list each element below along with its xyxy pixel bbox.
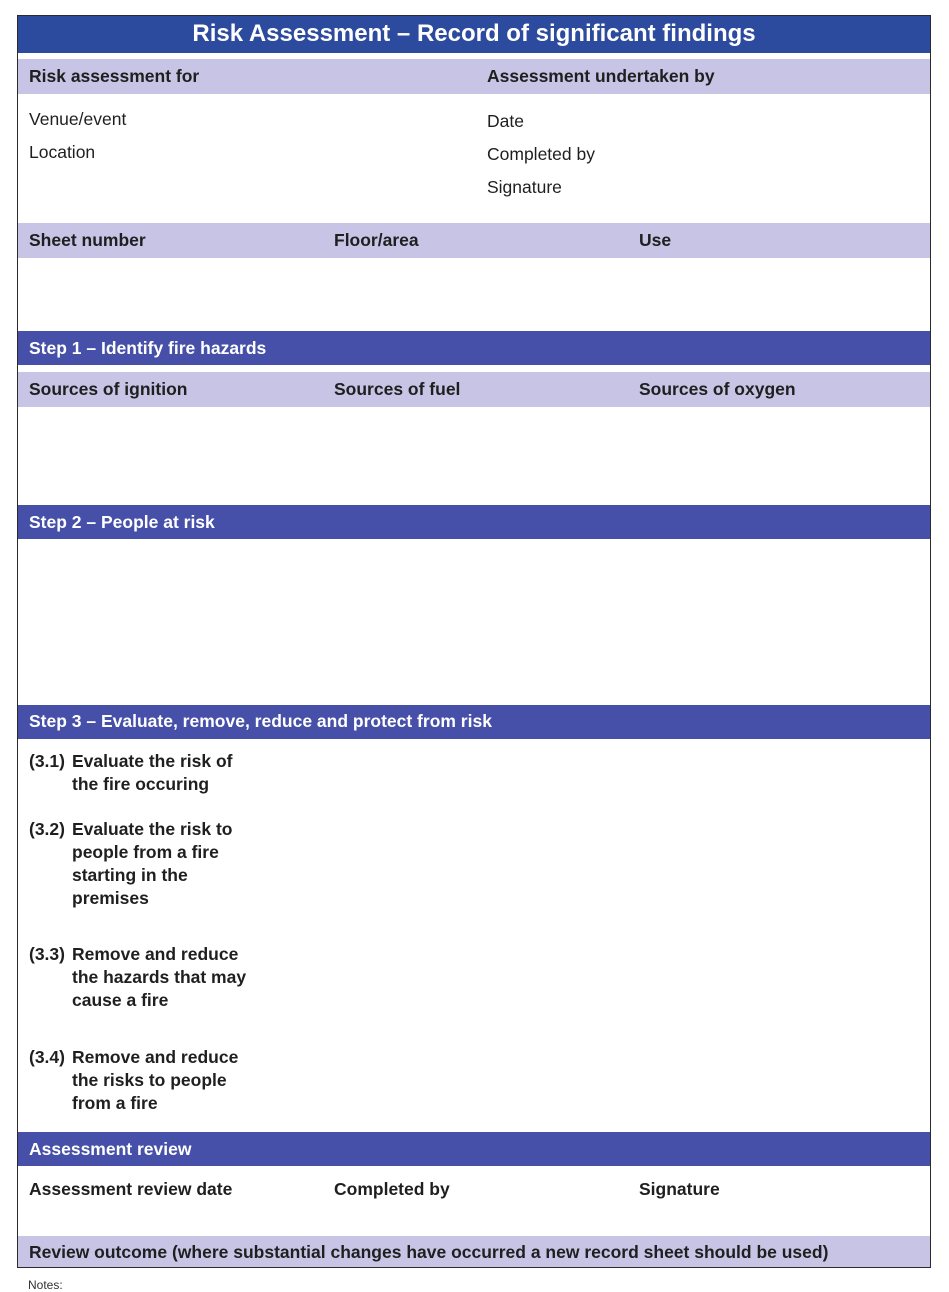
sources-of-fuel-label: Sources of fuel — [334, 379, 461, 399]
floor-area-label: Floor/area — [334, 230, 419, 250]
risk-assessment-for-label: Risk assessment for — [29, 66, 200, 86]
step3-item-text: Evaluate the risk of the fire occuring — [72, 751, 233, 794]
step3-item-number: (3.2) — [29, 819, 65, 839]
form-title: Risk Assessment – Record of significant findings — [18, 16, 930, 53]
notes-label: Notes: — [28, 1278, 63, 1292]
review-signature-label: Signature — [639, 1179, 720, 1199]
location-label: Location — [29, 142, 96, 162]
review-outcome-bar — [18, 1236, 930, 1268]
sources-of-ignition-label: Sources of ignition — [29, 379, 188, 399]
sheet-number-label: Sheet number — [29, 230, 146, 250]
step3-item-3-3 — [29, 943, 257, 1012]
step3-title: Step 3 – Evaluate, remove, reduce and protect from risk — [29, 711, 492, 731]
review-completed-by-label: Completed by — [334, 1179, 450, 1199]
assessment-review-title: Assessment review — [29, 1139, 192, 1159]
step3-item-number: (3.3) — [29, 944, 65, 964]
assessment-review-bar — [18, 1132, 930, 1166]
step1-bar — [18, 331, 930, 365]
step3-item-number: (3.1) — [29, 751, 65, 771]
step3-item-text: Remove and reduce the hazards that may cause a fire — [72, 944, 247, 1010]
header-bar — [18, 59, 930, 94]
date-label: Date — [487, 111, 524, 131]
step3-bar — [18, 705, 930, 739]
step3-item-3-4 — [29, 1046, 257, 1115]
step2-title: Step 2 – People at risk — [29, 512, 215, 532]
risk-assessment-form — [17, 15, 931, 1268]
step2-bar — [18, 505, 930, 539]
sheet-row-bar — [18, 223, 930, 258]
step3-item-text: Evaluate the risk to people from a fire starting in the premises — [72, 819, 233, 908]
sources-of-oxygen-label: Sources of oxygen — [639, 379, 796, 399]
completed-by-label: Completed by — [487, 144, 595, 164]
step1-title: Step 1 – Identify fire hazards — [29, 338, 267, 358]
review-outcome-label: Review outcome (where substantial changes have occurred a new record sheet should be used) — [29, 1242, 829, 1262]
step3-item-3-2 — [29, 818, 252, 910]
venue-event-label: Venue/event — [29, 109, 127, 129]
step3-item-text: Remove and reduce the risks to people from a fire — [72, 1047, 239, 1113]
assessment-undertaken-by-label: Assessment undertaken by — [487, 66, 715, 86]
step3-item-number: (3.4) — [29, 1047, 65, 1067]
assessment-review-date-label: Assessment review date — [29, 1179, 233, 1199]
step3-item-3-1 — [29, 750, 262, 796]
step1-columns-bar — [18, 372, 930, 407]
use-label: Use — [639, 230, 672, 250]
signature-label: Signature — [487, 177, 562, 197]
